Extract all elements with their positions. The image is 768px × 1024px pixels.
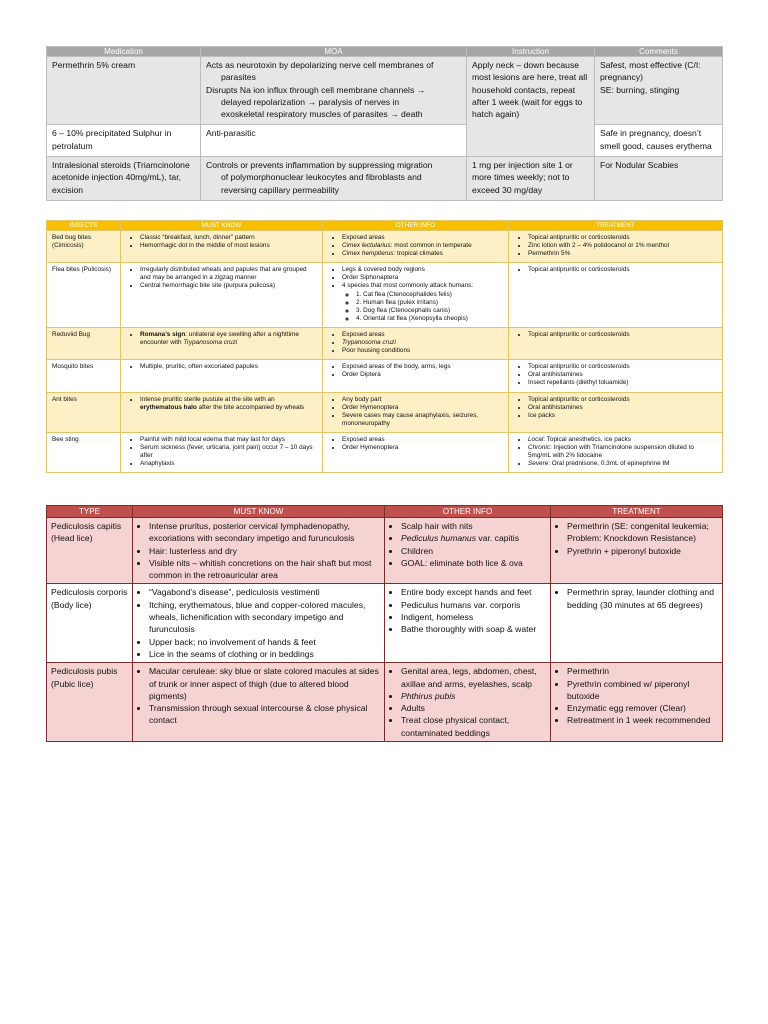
comments-cell: For Nodular Scabies bbox=[595, 157, 723, 201]
list-item: • Pyrethrin combined w/ piperonyl butoxide bbox=[567, 678, 718, 703]
list-item-text: : Injection with Triamcinolone suspension diluted to 5mg/mL with 2% lidocaine bbox=[528, 443, 694, 460]
instruction-cell: Apply neck – down because most lesions are here, treat all household contacts, repeat after 1 week (wait for eggs to hatch again) bbox=[467, 57, 595, 157]
treatment-cell bbox=[509, 231, 723, 263]
list-item: • Permethrin bbox=[567, 665, 718, 677]
sign-name: Romana’s sign bbox=[140, 330, 186, 338]
column-header: MUST KNOW bbox=[133, 506, 385, 518]
list-item: • Genital area, legs, abdomen, chest, axillae and arms, eyelashes, scalp bbox=[401, 665, 546, 690]
list-item: • Zinc lotion with 2 – 4% polidocanol or 1% menthol bbox=[528, 242, 718, 250]
moa-line: exoskeletal respiratory muscles of parasites → death bbox=[221, 109, 423, 120]
list-item: • Pediculus humans var. corporis bbox=[401, 599, 546, 611]
column-header: Instruction bbox=[467, 47, 595, 57]
list-item-text: : tropical climates bbox=[393, 250, 443, 258]
list-item-text: : most common in temperate bbox=[390, 242, 472, 250]
list-item: • Bathe thoroughly with soap & water bbox=[401, 623, 546, 635]
moa-line: Disrupts Na ion influx through cell membrane channels → bbox=[206, 84, 426, 95]
list-item bbox=[342, 242, 504, 250]
list-item: • Permethrin 5% bbox=[528, 250, 718, 258]
severity-label: Severe bbox=[528, 460, 549, 468]
list-item: • Insect repellants (diethyl toluamide) bbox=[528, 379, 718, 387]
insect-bites-table bbox=[46, 220, 723, 473]
moa-line: Controls or prevents inflammation by suppressing migration bbox=[206, 160, 433, 171]
severity-label: Chronic bbox=[528, 443, 551, 451]
species-name: Pediculus humanus bbox=[401, 533, 477, 544]
species-name: Cimex hempiterus bbox=[342, 250, 394, 258]
must-know-cell bbox=[133, 518, 385, 584]
list-item: • Oral antihistamines bbox=[528, 404, 718, 412]
list-item: • Lice in the seams of clothing or in beddings bbox=[149, 648, 380, 660]
moa-line: reversing capillary permeability bbox=[221, 184, 339, 195]
column-header: Comments bbox=[595, 47, 723, 57]
scabies-medication-table bbox=[46, 46, 723, 201]
table-row bbox=[47, 157, 723, 201]
list-item: • GOAL: eliminate both lice & ova bbox=[401, 557, 546, 569]
column-header: OTHER INFO bbox=[323, 221, 509, 231]
list-item: • Retreatment in 1 week recommended bbox=[567, 714, 718, 726]
list-item: • Classic “breakfast, lunch, dinner” pattern bbox=[140, 234, 318, 242]
insect-name: Reduviid Bug bbox=[47, 327, 121, 359]
list-item: • Scalp hair with nits bbox=[401, 520, 546, 532]
list-item: • Order Siphonaptera bbox=[342, 274, 504, 282]
table-row bbox=[47, 663, 723, 742]
list-item: ◦ 2. Human flea (pulex irritans) bbox=[356, 299, 504, 307]
list-item: • Painful with mild local edema that may last for days bbox=[140, 436, 318, 444]
list-item: • Ice packs bbox=[528, 412, 718, 420]
list-item: • Trypanosoma cruzi bbox=[342, 339, 504, 347]
other-info-cell bbox=[385, 663, 551, 742]
other-info-cell bbox=[323, 231, 509, 263]
column-header: TREATMENT bbox=[551, 506, 723, 518]
column-header: MOA bbox=[201, 47, 467, 57]
list-item: • Enzymatic egg remover (Clear) bbox=[567, 702, 718, 714]
list-item: • Any body part bbox=[342, 396, 504, 404]
must-know-cell bbox=[133, 584, 385, 663]
moa-line: parasites bbox=[221, 72, 256, 83]
column-header: INSECTS bbox=[47, 221, 121, 231]
species-name: Cimex lectularius bbox=[342, 242, 391, 250]
list-item-text: : Topical anesthetics, ice packs bbox=[543, 435, 631, 443]
species-name: Trypanosoma cruzi bbox=[183, 339, 238, 347]
list-item: • Exposed areas bbox=[342, 331, 504, 339]
list-item: • Children bbox=[401, 545, 546, 557]
lice-type: Pediculosis pubis (Pubic lice) bbox=[47, 663, 133, 742]
list-item: • Topical antipruritic or corticosteroids bbox=[528, 234, 718, 242]
comments-cell: Safest, most effective (C/I: pregnancy) SE: burning, stinging bbox=[595, 57, 723, 125]
table-row bbox=[47, 584, 723, 663]
list-item: • Permethrin spray, launder clothing and bedding (30 minutes at 65 degrees) bbox=[567, 586, 718, 611]
list-item: • Topical antipruritic or corticosteroids bbox=[528, 396, 718, 404]
other-info-cell bbox=[323, 327, 509, 359]
table-row bbox=[47, 327, 723, 359]
list-item: • Oral antihistamines bbox=[528, 371, 718, 379]
medication-cell: 6 – 10% precipitated Sulphur in petrolatum bbox=[47, 125, 201, 157]
list-item: • Topical antipruritic or corticosteroids bbox=[528, 363, 718, 371]
table-row bbox=[47, 231, 723, 263]
list-item-text: 4 species that most commonly attack humans: bbox=[342, 282, 474, 290]
list-item: • Exposed areas bbox=[342, 234, 504, 242]
must-know-cell bbox=[121, 231, 323, 263]
moa-cell: Anti-parasitic bbox=[201, 125, 467, 157]
table-row bbox=[47, 392, 723, 432]
list-item: • Irregularly distributed wheals and papules that are grouped and may be arranged in a zigzag manner bbox=[140, 266, 318, 282]
other-info-cell bbox=[385, 584, 551, 663]
table-row bbox=[47, 125, 723, 157]
list-item: • Hair: lusterless and dry bbox=[149, 545, 380, 557]
list-item: • Exposed areas of the body, arms, legs bbox=[342, 363, 504, 371]
treatment-cell bbox=[551, 584, 723, 663]
list-item-text: Intense pruritic sterile pustule at the site with an bbox=[140, 395, 275, 403]
column-header: TREATMENT bbox=[509, 221, 723, 231]
other-info-cell bbox=[323, 263, 509, 328]
list-item: • Topical antipruritic or corticosteroids bbox=[528, 266, 718, 274]
list-item: • Order Diptera bbox=[342, 371, 504, 379]
list-item bbox=[140, 331, 318, 347]
treatment-cell bbox=[509, 263, 723, 328]
list-item bbox=[528, 460, 718, 468]
list-item-text: : unilateral eye swelling after a nighttime encounter with bbox=[140, 330, 299, 347]
list-item-text: : Oral prednisone, 0.3mL of epinephrine IM bbox=[548, 460, 670, 468]
treatment-cell bbox=[551, 663, 723, 742]
table-header-row bbox=[47, 47, 723, 57]
table-header-row bbox=[47, 506, 723, 518]
list-item: • Order Hymenoptera bbox=[342, 444, 504, 452]
list-item bbox=[342, 250, 504, 258]
list-item: • Entire body except hands and feet bbox=[401, 586, 546, 598]
list-item: • Exposed areas bbox=[342, 436, 504, 444]
species-sublist bbox=[342, 291, 504, 323]
other-info-cell bbox=[323, 432, 509, 472]
list-item: • Intense pruritus, posterior cervical lymphadenopathy, excoriations with secondary impetigo and furunculosis bbox=[149, 520, 380, 545]
list-item: ◦ 3. Dog flea (Ctenocephalis canis) bbox=[356, 307, 504, 315]
list-item: • Hemorrhagic dot in the middle of most lesions bbox=[140, 242, 318, 250]
list-item-text: var. capitis bbox=[476, 533, 520, 544]
table-row bbox=[47, 432, 723, 472]
list-item: • Order Hymenoptera bbox=[342, 404, 504, 412]
other-info-cell bbox=[385, 518, 551, 584]
list-item: • “Vagabond’s disease”, pediculosis vestimenti bbox=[149, 586, 380, 598]
treatment-cell bbox=[509, 432, 723, 472]
must-know-cell bbox=[121, 360, 323, 392]
treatment-cell bbox=[509, 327, 723, 359]
list-item: • Poor housing conditions bbox=[342, 347, 504, 355]
table-row bbox=[47, 518, 723, 584]
insect-name: Flea bites (Pulicosis) bbox=[47, 263, 121, 328]
list-item: • Indigent, homeless bbox=[401, 611, 546, 623]
must-know-cell bbox=[121, 432, 323, 472]
pediculosis-table bbox=[46, 505, 723, 742]
must-know-cell bbox=[121, 392, 323, 432]
column-header: MUST KNOW bbox=[121, 221, 323, 231]
list-item: • Topical antipruritic or corticosteroids bbox=[528, 331, 718, 339]
insect-name: Bed bug bites (Cimicosis) bbox=[47, 231, 121, 263]
list-item bbox=[528, 444, 718, 460]
must-know-cell bbox=[133, 663, 385, 742]
treatment-cell bbox=[551, 518, 723, 584]
column-header: TYPE bbox=[47, 506, 133, 518]
list-item: • Severe cases may cause anaphylaxis, seizures, mononeuropathy bbox=[342, 412, 504, 428]
other-info-cell bbox=[323, 392, 509, 432]
treatment-cell bbox=[509, 392, 723, 432]
insect-name: Bee sting bbox=[47, 432, 121, 472]
insect-name: Ant bites bbox=[47, 392, 121, 432]
comments-cell: Safe in pregnancy, doesn’t smell good, causes erythema bbox=[595, 125, 723, 157]
moa-cell bbox=[201, 57, 467, 125]
list-item: ◦ 4. Oriental rat flea (Xenopsylla cheopis) bbox=[356, 315, 504, 323]
table-row bbox=[47, 263, 723, 328]
other-info-cell bbox=[323, 360, 509, 392]
moa-cell bbox=[201, 157, 467, 201]
list-item: • Anaphylaxis bbox=[140, 460, 318, 468]
list-item: • Itching, erythematous, blue and copper-colored macules, wheals, lichenification with secondary impetigo and furunculosis bbox=[149, 599, 380, 636]
lice-type: Pediculosis capitis (Head lice) bbox=[47, 518, 133, 584]
list-item: ◦ 1. Cat flea (Ctenocephalides felis) bbox=[356, 291, 504, 299]
moa-line: delayed repolarization → paralysis of nerves in bbox=[221, 96, 400, 107]
list-item: • Serum sickness (fever, urticaria, joint pain) occur 7 – 10 days after bbox=[140, 444, 318, 460]
moa-line: Acts as neurotoxin by depolarizing nerve cell membranes of bbox=[206, 60, 434, 70]
list-item: • Multiple, pruritic, often excoriated papules bbox=[140, 363, 318, 371]
medication-cell: Permethrin 5% cream bbox=[47, 57, 201, 125]
list-item bbox=[140, 396, 318, 412]
list-item-text: after the bite accompanied by wheals bbox=[196, 403, 305, 411]
list-item: • Pyrethrin + piperonyl butoxide bbox=[567, 545, 718, 557]
must-know-cell bbox=[121, 327, 323, 359]
must-know-cell bbox=[121, 263, 323, 328]
list-item: • Legs & covered body regions bbox=[342, 266, 504, 274]
severity-label: Local bbox=[528, 435, 544, 443]
table-row bbox=[47, 360, 723, 392]
list-item: • Phthirus pubis bbox=[401, 690, 546, 702]
table-row bbox=[47, 57, 723, 125]
medication-cell: Intralesional steroids (Triamcinolone acetonide injection 40mg/mL), tar, excision bbox=[47, 157, 201, 201]
moa-line: of polymorphonuclear leukocytes and fibroblasts and bbox=[221, 172, 422, 183]
list-item: • Treat close physical contact, contaminated beddings bbox=[401, 714, 546, 739]
treatment-cell bbox=[509, 360, 723, 392]
list-item bbox=[528, 436, 718, 444]
list-item: • Visible nits – whitish concretions on the hair shaft but most common in the retroauricular area bbox=[149, 557, 380, 582]
lice-type: Pediculosis corporis (Body lice) bbox=[47, 584, 133, 663]
list-item: • Upper back; no involvement of hands & feet bbox=[149, 636, 380, 648]
column-header: Medication bbox=[47, 47, 201, 57]
list-item bbox=[401, 532, 546, 544]
instruction-cell: 1 mg per injection site 1 or more times weekly; not to exceed 30 mg/day bbox=[467, 157, 595, 201]
list-item: • Transmission through sexual intercourse & close physical contact bbox=[149, 702, 380, 727]
list-item: • Macular ceruleae: sky blue or slate colored macules at sides of trunk or inner aspect of thigh (due to altered blood pigments) bbox=[149, 665, 380, 702]
insect-name: Mosquito bites bbox=[47, 360, 121, 392]
list-item: • Permethrin (SE: congenital leukemia; Problem: Knockdown Resistance) bbox=[567, 520, 718, 545]
list-item bbox=[342, 282, 504, 322]
list-item: • Central hemorrhagic bite site (purpura pulicosa) bbox=[140, 282, 318, 290]
list-item: • Adults bbox=[401, 702, 546, 714]
key-term: erythematous halo bbox=[140, 403, 197, 411]
column-header: OTHER INFO bbox=[385, 506, 551, 518]
table-header-row bbox=[47, 221, 723, 231]
